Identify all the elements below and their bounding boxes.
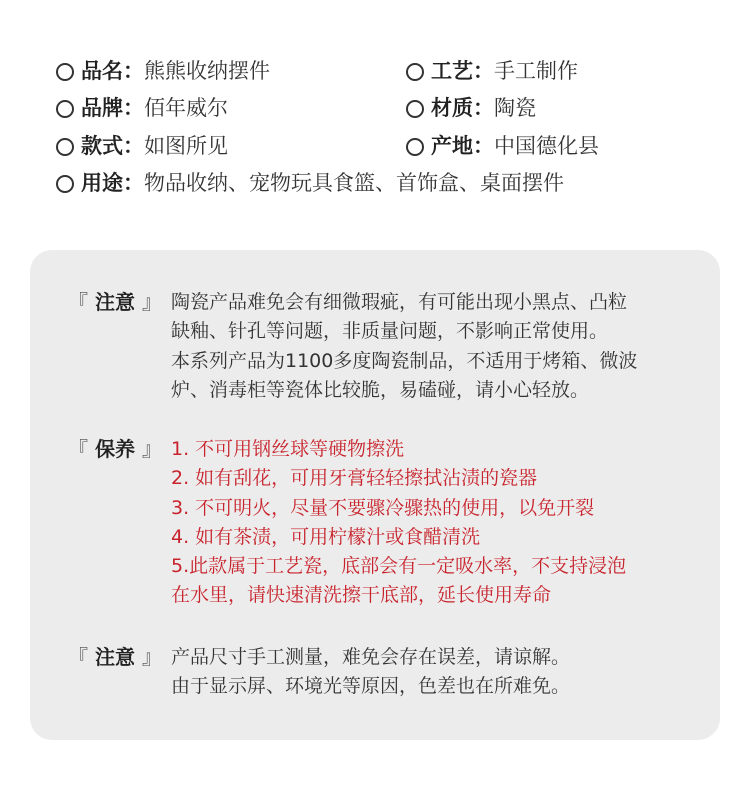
spec-item-origin: 产地：中国德化县 <box>406 131 599 161</box>
circle-bullet-icon <box>56 100 74 118</box>
spec-item-style: 款式：如图所见 <box>56 131 228 161</box>
circle-bullet-icon <box>56 138 74 156</box>
circle-bullet-icon <box>56 63 74 81</box>
spec-item-usage: 用途：物品收纳、宠物玩具食篮、首饰盒、桌面摆件 <box>56 168 564 198</box>
spec-item-craft: 工艺：手工制作 <box>406 56 578 86</box>
spec-item-material: 材质：陶瓷 <box>406 93 536 123</box>
circle-bullet-icon <box>406 100 424 118</box>
section-title: 『 注意 』 <box>68 290 162 314</box>
section-title: 『 保养 』 <box>68 437 162 461</box>
list-item: 4. 如有茶渍，可用柠檬汁或食醋清洗 <box>171 525 481 548</box>
list-item: 在水里，请快速清洗擦干底部，延长使用寿命 <box>171 584 552 607</box>
list-item: 2. 如有刮花，可用牙膏轻轻擦拭沾渍的瓷器 <box>171 467 538 490</box>
notice-text: 陶瓷产品难免会有细微瑕疵，有可能出现小黑点、凸粒 缺釉、针孔等问题，非质量问题，不影响正常使用。 本系列产品为1100多度陶瓷制品，不适用于烤箱、微波 炉、消毒柜等瓷体比较脆，易磕碰，请小心轻放。 <box>171 291 638 401</box>
circle-bullet-icon <box>406 138 424 156</box>
circle-bullet-icon <box>406 63 424 81</box>
list-item: 5.此款属于工艺瓷，底部会有一定吸水率，不支持浸泡 <box>171 555 627 578</box>
spec-item-name: 品名：熊熊收纳摆件 <box>56 56 270 86</box>
circle-bullet-icon <box>56 175 74 193</box>
spec-item-brand: 品牌：佰年威尔 <box>56 93 228 123</box>
list-item: 1. 不可用钢丝球等硬物擦洗 <box>171 438 405 460</box>
list-item: 3. 不可明火，尽量不要骤冷骤热的使用，以免开裂 <box>171 496 595 519</box>
care-list <box>171 435 711 611</box>
notes-card <box>30 250 720 740</box>
section-title: 『 注意 』 <box>68 645 162 669</box>
disclaimer-text: 产品尺寸手工测量，难免会存在误差，请谅解。 由于显示屏、环境光等原因，色差也在所难免。 <box>171 646 571 698</box>
